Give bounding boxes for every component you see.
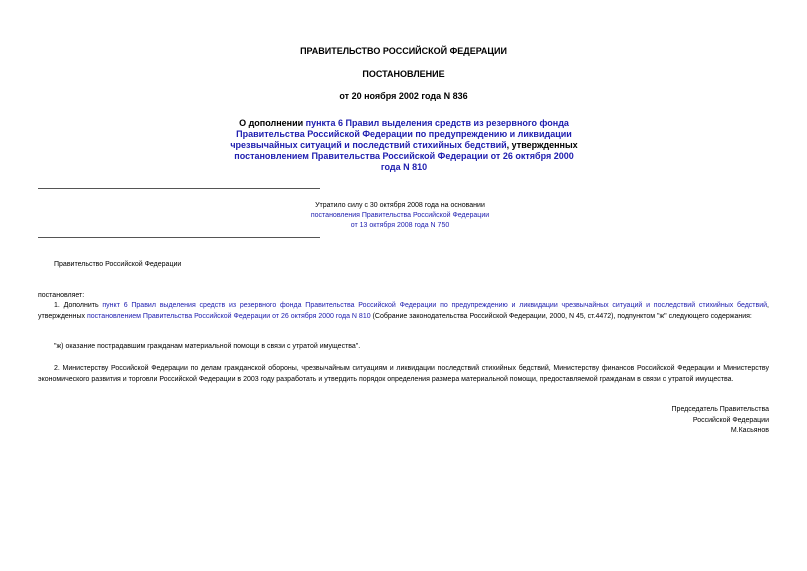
title-prefix: О дополнении: [239, 118, 306, 128]
p1-start: 1. Дополнить: [54, 302, 103, 309]
decides-line: постановляет:: [38, 292, 85, 299]
p1-link-rules[interactable]: пункт 6 Правил выделения средств из резервного фонда Правительства Российской Федерации по предупреждению и ликвидации чрезвычайных ситуаций и последствий стихийных бедствий: [102, 302, 768, 309]
p1-link-resolution[interactable]: постановлением Правительства Российской Федерации от 26 октября 2000 года N 810: [87, 312, 371, 320]
divider-top: [38, 188, 320, 189]
signature-position-line1: Председатель Правительства: [671, 406, 769, 413]
title-link-resolution[interactable]: постановлением Правительства Российской Федерации от 26 октября 2000 года N 810: [234, 151, 574, 172]
status-note-line: Утратило силу с 30 октября 2008 года на основании: [315, 202, 485, 209]
signature-block: [672, 405, 769, 437]
paragraph-2: 2. Министерству Российской Федерации по делам гражданской обороны, чрезвычайным ситуациям и ликвидации последствий стихийных бедствий, Министерству финансов Российской Федерации и Министерству экономического развития и торговли Российской Федерации в 2003 году разработать и утвердить порядок определения размера материальной помощи, предоставляемой гражданам в связи с утратой имущества.: [38, 365, 769, 383]
preamble: Правительство Российской Федерации: [54, 261, 182, 268]
p1-end: (Собрание законодательства Российской Федерации, 2000, N 45, ст.4472), подпунктом "ж" следующего содержания:: [370, 312, 752, 320]
status-note-link-date[interactable]: от 13 октября 2008 года N 750: [350, 222, 450, 229]
status-note-link-resolution[interactable]: постановления Правительства Российской Федерации: [310, 212, 490, 219]
title-link-rules[interactable]: пункта 6 Правил выделения средств из резервного фонда Правительства Российской Федерации по предупреждению и ликвидации чрезвычайных ситуаций и последствий стихийных бедствий: [230, 118, 572, 150]
quote-paragraph: "ж) оказание пострадавшим гражданам материальной помощи в связи с утратой имущества".: [54, 343, 361, 350]
p1-mid: , утвержденных: [38, 302, 769, 320]
status-note: [250, 201, 550, 231]
document-title: [228, 118, 580, 173]
signature-name: М.Касьянов: [730, 427, 769, 434]
document-date: от 20 ноября 2002 года N 836: [339, 91, 468, 101]
government-heading: ПРАВИТЕЛЬСТВО РОССИЙСКОЙ ФЕДЕРАЦИИ: [300, 46, 507, 56]
divider-bottom: [38, 237, 320, 238]
signature-position-line2: Российской Федерации: [692, 416, 769, 424]
document-type-heading: ПОСТАНОВЛЕНИЕ: [362, 69, 445, 79]
paragraph-1: [38, 301, 769, 322]
title-middle: , утвержденных: [506, 140, 578, 150]
